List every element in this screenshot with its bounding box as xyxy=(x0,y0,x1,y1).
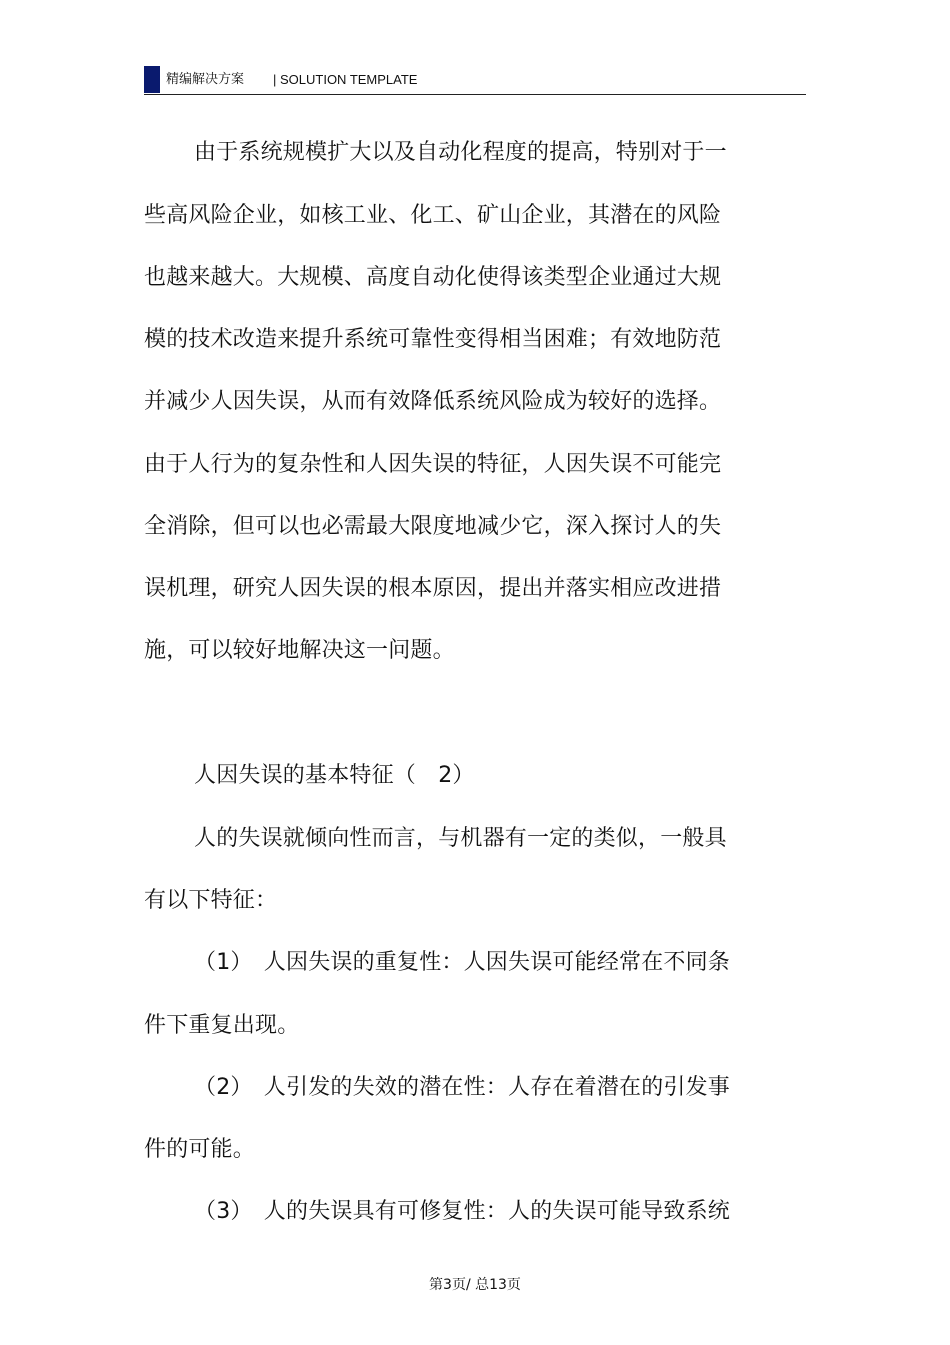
paragraph-line: 人的失误就倾向性而言，与机器有一定的类似，一般具 xyxy=(194,826,727,851)
header-title-en: | SOLUTION TEMPLATE xyxy=(273,72,418,87)
paragraph-line: 模的技术改造来提升系统可靠性变得相当困难；有效地防范 xyxy=(144,327,722,352)
list-item-line: 件的可能。 xyxy=(144,1137,256,1162)
logo-mark xyxy=(144,66,160,93)
list-item-line: （2） 人引发的失效的潜在性：人存在着潜在的引发事 xyxy=(194,1075,730,1100)
paragraph-line: 有以下特征： xyxy=(144,888,278,913)
list-item-line: 件下重复出现。 xyxy=(144,1013,300,1038)
section-heading: 人因失误的基本特征（ 2） xyxy=(194,763,475,788)
list-item-line: （1） 人因失误的重复性：人因失误可能经常在不同条 xyxy=(194,950,730,975)
header-title-cn: 精编解决方案 xyxy=(166,72,245,87)
paragraph-line: 由于人行为的复杂性和人因失误的特征，人因失误不可能完 xyxy=(144,452,722,477)
page-header xyxy=(144,66,806,96)
list-item-line: （3） 人的失误具有可修复性：人的失误可能导致系统 xyxy=(194,1199,730,1224)
paragraph-line: 误机理，研究人因失误的根本原因，提出并落实相应改进措 xyxy=(144,576,722,601)
paragraph-line: 并减少人因失误，从而有效降低系统风险成为较好的选择。 xyxy=(144,389,722,414)
paragraph-line: 全消除，但可以也必需最大限度地减少它，深入探讨人的失 xyxy=(144,514,722,539)
page-number: 第3页/ 总13页 xyxy=(429,1277,521,1293)
header-divider xyxy=(144,94,806,95)
paragraph-line: 些高风险企业，如核工业、化工、矿山企业，其潜在的风险 xyxy=(144,203,722,228)
paragraph-line: 也越来越大。大规模、高度自动化使得该类型企业通过大规 xyxy=(144,265,722,290)
paragraph-line: 施，可以较好地解决这一问题。 xyxy=(144,638,455,663)
paragraph-line: 由于系统规模扩大以及自动化程度的提高，特别对于一 xyxy=(194,140,727,165)
